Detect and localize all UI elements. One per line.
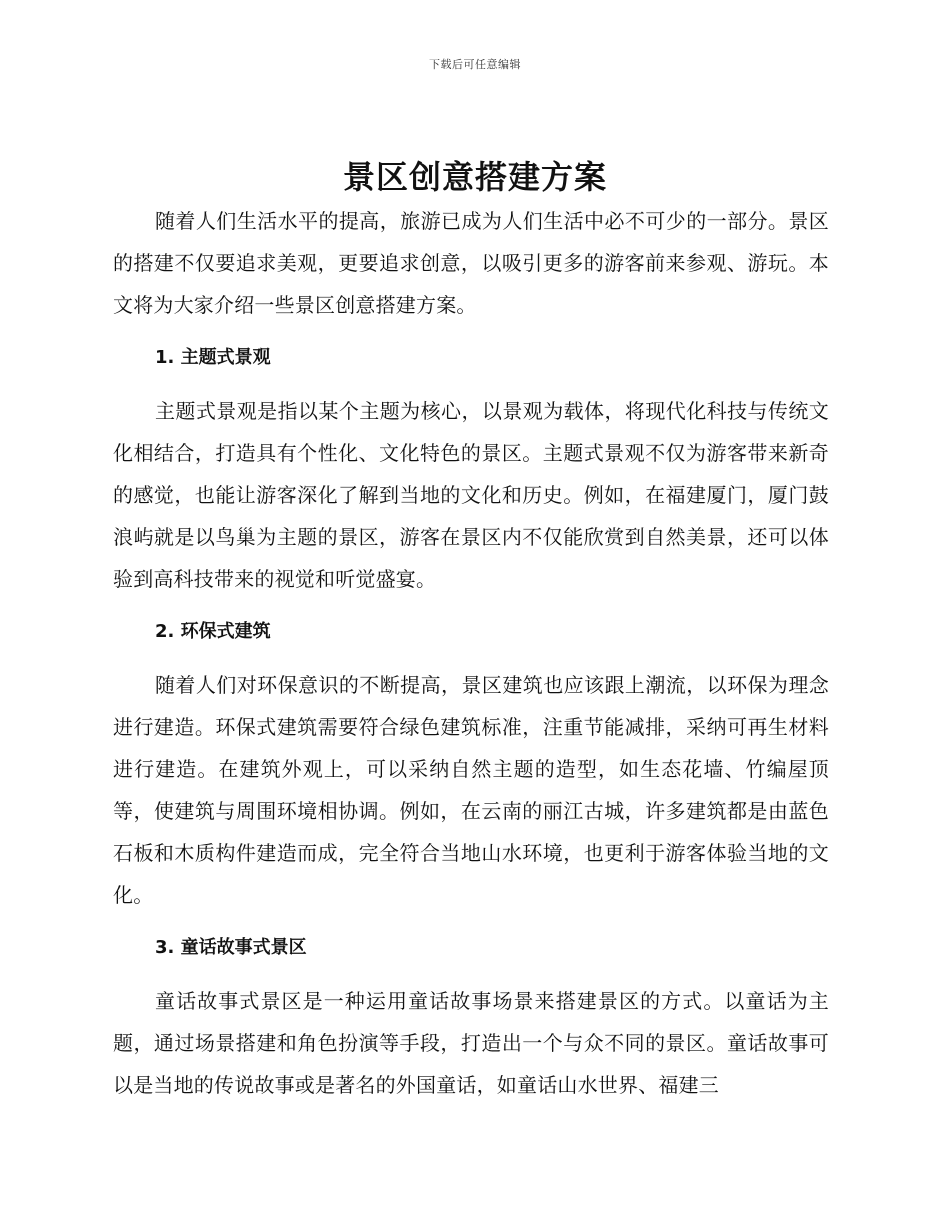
document-body xyxy=(113,200,829,1106)
section-heading-2: 2. 环保式建筑 xyxy=(155,621,271,642)
page-header: 下载后可任意编辑 xyxy=(429,58,521,71)
section-paragraph-1: 主题式景观是指以某个主题为核心，以景观为载体，将现代化科技与传统文化相结合，打造具有个性化、文化特色的景区。主题式景观不仅为游客带来新奇的感觉，也能让游客深化了解到当地的文化和历史。例如，在福建厦门，厦门鼓浪屿就是以鸟巢为主题的景区，游客在景区内不仅能欣赏到自然美景，还可以体验到高科技带来的视觉和听觉盛宴。 xyxy=(113,399,829,591)
document-title: 景区创意搭建方案 xyxy=(342,158,607,196)
section-heading-1: 1. 主题式景观 xyxy=(155,347,271,368)
section-paragraph-3: 童话故事式景区是一种运用童话故事场景来搭建景区的方式。以童话为主题，通过场景搭建和角色扮演等手段，打造出一个与众不同的景区。童话故事可以是当地的传说故事或是著名的外国童话，如童话山水世界、福建三 xyxy=(113,989,829,1097)
section-heading-3: 3. 童话故事式景区 xyxy=(155,937,307,958)
intro-paragraph: 随着人们生活水平的提高，旅游已成为人们生活中必不可少的一部分。景区的搭建不仅要追求美观，更要追求创意，以吸引更多的游客前来参观、游玩。本文将为大家介绍一些景区创意搭建方案。 xyxy=(113,209,829,317)
section-paragraph-2: 随着人们对环保意识的不断提高，景区建筑也应该跟上潮流，以环保为理念进行建造。环保式建筑需要符合绿色建筑标准，注重节能减排，采纳可再生材料进行建造。在建筑外观上，可以采纳自然主题的造型，如生态花墙、竹编屋顶等，使建筑与周围环境相协调。例如，在云南的丽江古城，许多建筑都是由蓝色石板和木质构件建造而成，完全符合当地山水环境，也更利于游客体验当地的文化。 xyxy=(113,673,829,907)
